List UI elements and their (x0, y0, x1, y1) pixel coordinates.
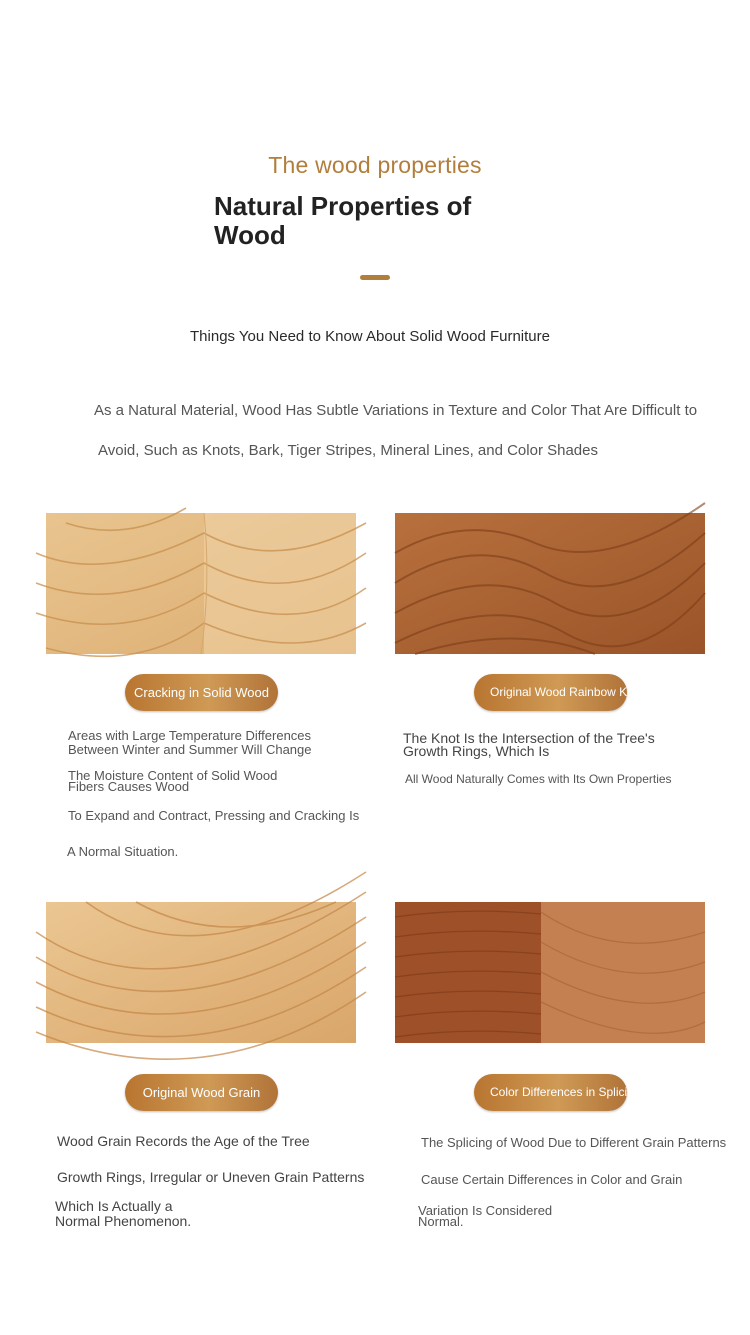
page-title: Natural Properties of Wood (214, 191, 472, 250)
wood-grain-desc-line-2: Growth Rings, Irregular or Uneven Grain Patterns (57, 1169, 365, 1185)
rainbow-knot-photo (395, 513, 705, 654)
rainbow-knot-desc-line-2: Growth Rings, Which Is (403, 743, 550, 759)
splicing-desc-line-1: The Splicing of Wood Due to Different Grain Patterns (421, 1135, 727, 1150)
cracking-label-pill: Cracking in Solid Wood (125, 674, 278, 711)
splicing-desc-line-2: Cause Certain Differences in Color and Grain (421, 1172, 683, 1187)
wood-grain-desc-line-4: Normal Phenomenon. (55, 1213, 192, 1229)
section-eyebrow: The wood properties (268, 152, 482, 178)
splicing-label-pill: Color Differences in Splicing (474, 1074, 627, 1111)
wood-grain-photo (46, 902, 356, 1043)
intro-line-2: Avoid, Such as Knots, Bark, Tiger Stripes, Mineral Lines, and Color Shades (98, 442, 598, 459)
cracking-desc-line-4: Fibers Causes Wood (68, 779, 190, 794)
rainbow-knot-label-pill: Original Wood Rainbow Knot (474, 674, 627, 711)
splicing-desc-line-3: Variation Is Considered (418, 1203, 553, 1218)
cracking-desc-line-5: To Expand and Contract, Pressing and Cracking Is (68, 808, 360, 823)
rainbow-knot-desc-line-1: The Knot Is the Intersection of the Tree's (403, 730, 655, 746)
cracking-desc-line-1: Areas with Large Temperature Differences (68, 728, 312, 743)
rainbow-knot-desc-line-3: All Wood Naturally Comes with Its Own Properties (405, 772, 672, 786)
splicing-desc-line-4: Normal. (418, 1214, 464, 1229)
wood-grain-desc-line-3: Which Is Actually a (55, 1198, 173, 1214)
intro-line-1: As a Natural Material, Wood Has Subtle Variations in Texture and Color That Are Difficult to (94, 402, 698, 419)
splicing-color-photo (395, 902, 705, 1043)
cracking-desc-line-6: A Normal Situation. (67, 844, 179, 859)
section-subtitle: Things You Need to Know About Solid Wood Furniture (190, 328, 550, 345)
cracking-wood-photo (46, 513, 356, 654)
cracking-desc-line-3: The Moisture Content of Solid Wood (68, 768, 278, 783)
wood-grain-label-pill: Original Wood Grain (125, 1074, 278, 1111)
cracking-desc-line-2: Between Winter and Summer Will Change (68, 742, 312, 757)
title-accent-divider (360, 275, 390, 280)
wood-grain-desc-line-1: Wood Grain Records the Age of the Tree (57, 1133, 310, 1149)
